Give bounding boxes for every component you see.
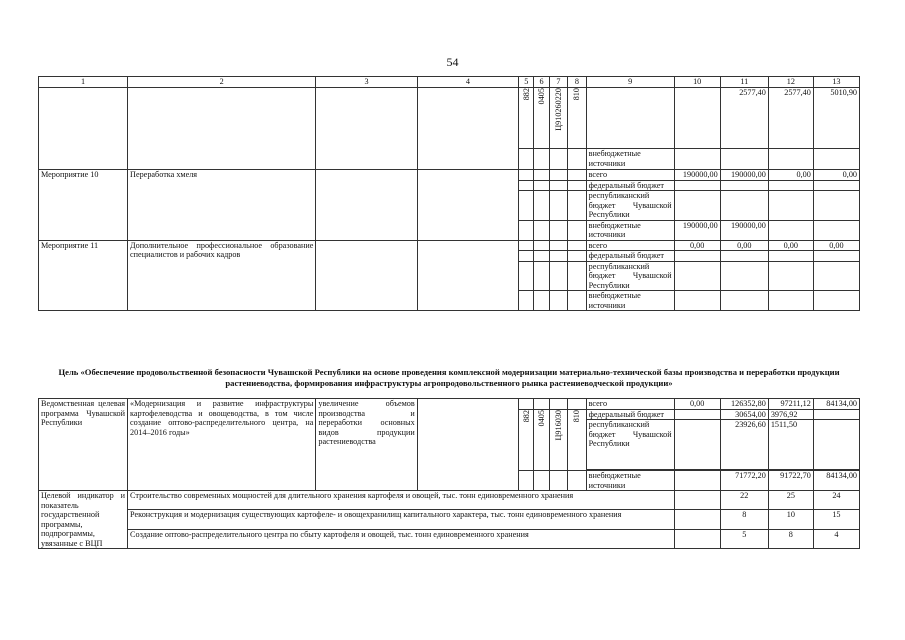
cell-value (720, 180, 768, 191)
cell-value: 91722,70 (768, 471, 813, 491)
cell-value (768, 251, 813, 262)
measure-name: Мероприятие 10 (39, 170, 128, 241)
cell-value (720, 251, 768, 262)
funding-source: федеральный бюджет (586, 180, 674, 191)
cell-value (768, 291, 813, 311)
cell-value (674, 471, 720, 491)
cell-value: 8 (720, 510, 768, 529)
budget-table-bottom (38, 398, 860, 549)
cell-value (720, 191, 768, 221)
funding-source: внебюджетные источники (586, 471, 674, 491)
cell-value: 2577,40 (768, 88, 813, 149)
funding-source: федеральный бюджет (586, 409, 674, 420)
cell-value: 5010,90 (813, 88, 859, 149)
col-header: 11 (720, 77, 768, 88)
cell-value: 8 (768, 529, 813, 548)
col-header: 6 (534, 77, 549, 88)
funding-source: всего (586, 170, 674, 181)
indicator-row (39, 529, 860, 548)
cell-value: 24 (813, 491, 859, 510)
cell-value (768, 191, 813, 221)
col-header: 12 (768, 77, 813, 88)
col-header: 5 (519, 77, 534, 88)
cell-value: 190000,00 (674, 220, 720, 240)
table-row (39, 170, 860, 181)
cell-value (720, 291, 768, 311)
cell-value: 25 (768, 491, 813, 510)
funding-source: всего (586, 399, 674, 410)
col-header: 13 (813, 77, 859, 88)
col-header: 9 (586, 77, 674, 88)
cell-value: 22 (720, 491, 768, 510)
cell-value (813, 409, 859, 420)
measure-name: Мероприятие 11 (39, 240, 128, 311)
indicator-label: Целевой индикатор и показатель государственной программы, подпрограммы, увязанные с ВЦП (39, 491, 128, 549)
indicator-row (39, 491, 860, 510)
cell-value: 0,00 (813, 170, 859, 181)
funding-source: всего (586, 240, 674, 251)
cell-value: 5 (720, 529, 768, 548)
cell-value: 190000,00 (720, 220, 768, 240)
cell-value: 0,00 (768, 240, 813, 251)
indicator-text: Создание оптово-распределительного центра по сбыту картофеля и овощей, тыс. тонн единовременного хранения (128, 529, 675, 548)
program-name: Ведомственная целевая программа Чувашской Республики (39, 399, 128, 491)
cell-value: 2577,40 (720, 88, 768, 149)
cell-value: 10 (768, 510, 813, 529)
table-row (39, 399, 860, 410)
expense-type-code: 810 (572, 88, 582, 101)
grbs-code: 882 (521, 88, 531, 101)
cell-value: 4 (813, 529, 859, 548)
table-row (39, 240, 860, 251)
funding-source: внебюджетные источники (586, 149, 674, 170)
cell-value: 84134,00 (813, 399, 859, 410)
cell-value: 190000,00 (674, 170, 720, 181)
cell-value: 30654,00 (720, 409, 768, 420)
cell-value: 84134,00 (813, 471, 859, 491)
col-header: 7 (549, 77, 567, 88)
col-header: 10 (674, 77, 720, 88)
cell-value (813, 220, 859, 240)
funding-source: республиканский бюджет Чувашской Республики (586, 420, 674, 470)
cell-value (813, 180, 859, 191)
cell-value (674, 420, 720, 470)
funding-source: республиканский бюджет Чувашской Республики (586, 191, 674, 221)
cell-value: 23926,60 (720, 420, 768, 470)
page-number: 54 (446, 55, 459, 69)
funding-source: внебюджетные источники (586, 220, 674, 240)
cell-value: 0,00 (813, 240, 859, 251)
cell-value (768, 220, 813, 240)
funding-source: внебюджетные источники (586, 291, 674, 311)
expense-type-code: 810 (572, 409, 582, 422)
cell-value (813, 261, 859, 291)
col-header: 4 (417, 77, 518, 88)
cell-value (674, 251, 720, 262)
indicator-text: Реконструкция и модернизация существующих картофеле- и овощехранилищ капитального характера, тыс. тонн единовременного хранения (128, 510, 675, 529)
cell-value: 71772,20 (720, 471, 768, 491)
cell-value (674, 180, 720, 191)
cell-value (768, 180, 813, 191)
cell-value (674, 291, 720, 311)
cell-value: 15 (813, 510, 859, 529)
section-code: 0405 (536, 409, 546, 426)
indicator-text: Строительство современных мощностей для длительного хранения картофеля и овощей, тыс. тонн единовременного хранения (128, 491, 675, 510)
cell-value (674, 191, 720, 221)
program-purpose: увеличение объемов производства и переработки основных видов продукции растениеводства (316, 399, 417, 491)
program-title: «Модернизация и развитие инфраструктуры картофелеводства и овощеводства, в том числе создание оптово-распределительного центра, на 2014–2016 годы» (128, 399, 316, 491)
cell-value: 0,00 (768, 170, 813, 181)
cell-value (813, 291, 859, 311)
cell-value: 190000,00 (720, 170, 768, 181)
target-article-code: Ц910260220 (553, 88, 563, 131)
grbs-code: 882 (521, 409, 531, 422)
indicator-row (39, 510, 860, 529)
cell-value (674, 409, 720, 420)
cell-value (720, 261, 768, 291)
cell-value (768, 261, 813, 291)
col-header: 2 (128, 77, 316, 88)
cell-value: 0,00 (674, 240, 720, 251)
col-header: 1 (39, 77, 128, 88)
cell-value: 1511,50 (768, 420, 813, 470)
budget-table-top (38, 76, 860, 311)
cell-value: 97211,12 (768, 399, 813, 410)
cell-value (813, 251, 859, 262)
cell-value: 0,00 (720, 240, 768, 251)
goal-heading: Цель «Обеспечение продовольственной безопасности Чувашской Республики на основе проведения комплексной модернизации материально-технической базы производства и переработки продукции растениеводства, формирования инфраструктуры агропродовольственного рынка растениеводческой продукции» (58, 367, 840, 388)
cell-value: 0,00 (674, 399, 720, 410)
col-header: 8 (568, 77, 586, 88)
col-header: 3 (316, 77, 417, 88)
cell-value (674, 261, 720, 291)
cell-value: 3976,92 (768, 409, 813, 420)
cell-value: 126352,80 (720, 399, 768, 410)
measure-title: Переработка хмеля (128, 170, 316, 241)
target-article-code: Ц916030 (553, 409, 563, 440)
funding-source: федеральный бюджет (586, 251, 674, 262)
table-row (39, 88, 860, 149)
cell-value (813, 420, 859, 470)
funding-source: республиканский бюджет Чувашской Республики (586, 261, 674, 291)
section-code: 0405 (536, 88, 546, 105)
column-numbers-row (39, 77, 860, 88)
cell-value (813, 191, 859, 221)
measure-title: Дополнительное профессиональное образование специалистов и рабочих кадров (128, 240, 316, 311)
